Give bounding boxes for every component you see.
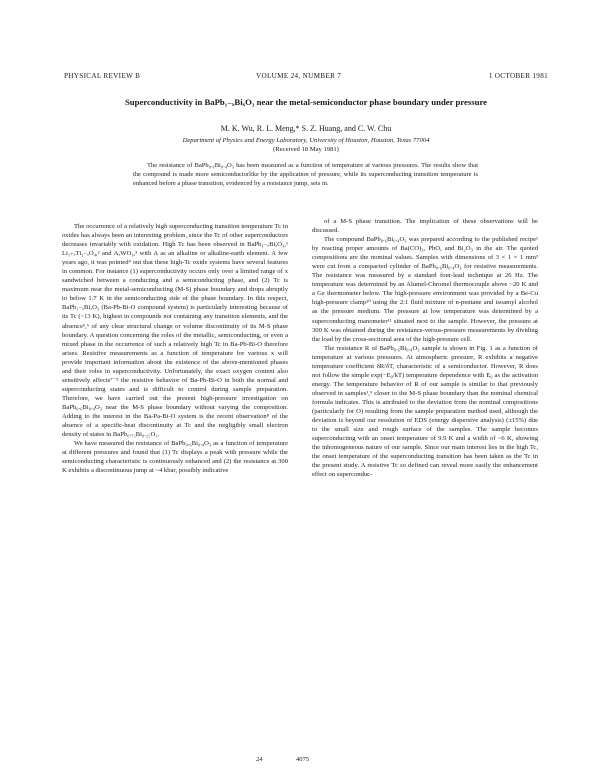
running-header bbox=[64, 72, 548, 84]
author-list: M. K. Wu, R. L. Meng,* S. Z. Huang, and C. W. Chu bbox=[220, 124, 392, 133]
body-paragraph: The resistance R of BaPb₀.₆Bi₀.₄O₃ sample is shown in Fig. 1 as a function of temperature at various pressures. At atmospheric pressure, R exhibits a negative temperature coefficient δR/δT, characteristic of a semiconductor. However, R does not follow the simple exp(−E₀/kT) temperature dependence with E₀ as the activation energy. The temperature behavior of R of our sample is similar to that previously observed in samples¹,⁹ closer to the M-S phase boundary than the nominal chemical formula indicates. This is attributed to the deviation from the nominal compositions (particularly for O) resulting from the sample preparation method used, although the deviation is beyond our resolution of EDS (energy dispersive analysis) (±15%) due to the small size and rough surface of the samples. The sample becomes superconducting with an onset temperature of 9.9 K and a width of ~6 K, showing the inhomogeneous nature of our sample. Since our main interest lies in the high Tc, the onset temperature of the superconducting transition has been taken as the Tc in the present study. A resistive Tc so defined can reveal more easily the enhancement effect on superconduc- bbox=[312, 344, 538, 479]
body-paragraph: We have measured the resistance of BaPb₀.₆Bi₀.₄O₃ as a function of temperature at different pressures and found that (1) Tc displays a peak with pressure while the semiconducting characteristic is continuously enhanced and (2) the resistance at 300 K exhibits a discontinuous jump at ~4 kbar, possibly indicative bbox=[62, 440, 288, 475]
page-number: 4075 bbox=[296, 756, 310, 763]
page-footer bbox=[0, 756, 600, 766]
abstract bbox=[133, 161, 478, 189]
issue-date: 1 OCTOBER 1981 bbox=[488, 72, 548, 80]
footer-volume: 24 bbox=[256, 756, 263, 763]
body-paragraph: of a M-S phase transition. The implication of these observations will be discussed. bbox=[312, 218, 538, 235]
left-column bbox=[62, 222, 288, 475]
body-paragraph: The compound BaPb₀.₆Bi₀.₄O₃ was prepared according to the published recipe¹ by reacting proper amounts of Ba(CO)₃, PbO, and Bi₂O₃ in the air. The quoted compositions are the nominal values. Samples with dimensions of 3 × 1 × 1 mm³ were cut from a compacted cylinder of BaPb₀.₆Bi₀.₄O₃ for resistive measurements. The resistance was measured by a standard four-lead technique at 26 Hz. The temperature was determined by an Alumel-Chromel thermocouple above ~20 K and a Ge thermometer below. The high-pressure environment was provided by a Be-Cu high-pressure clamp¹⁰ using the 2:1 fluid mixture of n-pentane and isoamyl alcohol as the pressure medium. The pressure at low temperature was determined by a superconducting manometer¹¹ situated next to the sample. However, the pressure at 300 K was obtained during the resistance-versus-pressure measurements by dividing the load by the cross-sectional area of the high-pressure cell. bbox=[312, 236, 538, 343]
journal-name: PHYSICAL REVIEW B bbox=[64, 72, 141, 80]
right-column bbox=[312, 217, 538, 479]
abstract-text: The resistance of BaPb₀.₆Bi₀.₄O₃ has been measured as a function of temperature at various pressures. The results show that the compound is made more semiconductorlike by the application of pressure, while its superconducting transition temperature is enhanced before a phase transition, evidenced by a resistance jump, sets in. bbox=[133, 162, 478, 188]
received-date: (Received 18 May 1981) bbox=[273, 146, 339, 153]
affiliation: Department of Physics and Energy Laboratory, University of Houston, Houston, Texas 77004 bbox=[182, 137, 430, 144]
body-paragraph: The occurrence of a relatively high superconducting transition temperature Tc in oxides has always been an interesting problem, since the Tc of other superconductors decreases invariably with oxidation. High Tc has been observed in BaPb₁₋ₓBiₓO₃,¹ Li₁₊ₓTi₂₋ₓO₄,² and AₓWO₃,³ with A as an alkaline or alkaline-earth element. A few years ago, it was pointed⁴ out that these high-Tc oxide systems have several features in common. For instance (1) superconductivity occurs only over a limited range of x sandwiched between a conducting and a semiconducting phase, and (2) Tc is maximum near the metal-semiconducting (M-S) phase boundary and drops abruptly to below 1.7 K in the semiconducting side of the phase boundary. In this respect, BaPb₁₋ₓBiₓO₃ (Ba-Pb-Bi-O compound system) is particularly interesting because of its Tc (~13 K), highest in compounds not containing any transition elements, and the absence⁵,⁶ of any clear structural change or volume discontinuity of its M-S phase boundary. A question concerning the roles of the metallic, semiconducting, or even a mixed phase in the occurrence of such a relatively high Tc in Ba-Pb-Bi-O therefore arises. Resistive measurements as a function of temperature for various x will provide important information about the existence of the above-mentioned phases and their roles in superconductivity. Unfortunately, the exact oxygen content also sensitively affects⁷⁻⁹ the resistive behavior of Ba-Pb-Bi-O in both the normal and superconducting states and is difficult to control during sample preparation. Therefore, we have carried out the present high-pressure investigation on BaPb₀.₆Bi₀.₄O₃ near the M-S phase boundary without varying the composition. Adding to the interest in the Ba-Pa-Bi-O system is the recent observation⁸ of the absence of a specific-heat discontinuity at Tc and the negligibly small electron density of states in BaPb₀.₇₅Bi₀.₂₅O₃. bbox=[62, 223, 288, 439]
article-title: Superconductivity in BaPb₁₋ₓBiₓO₃ near the metal-semiconductor phase boundary under pressure bbox=[124, 97, 488, 107]
volume-number: VOLUME 24, NUMBER 7 bbox=[256, 72, 342, 80]
